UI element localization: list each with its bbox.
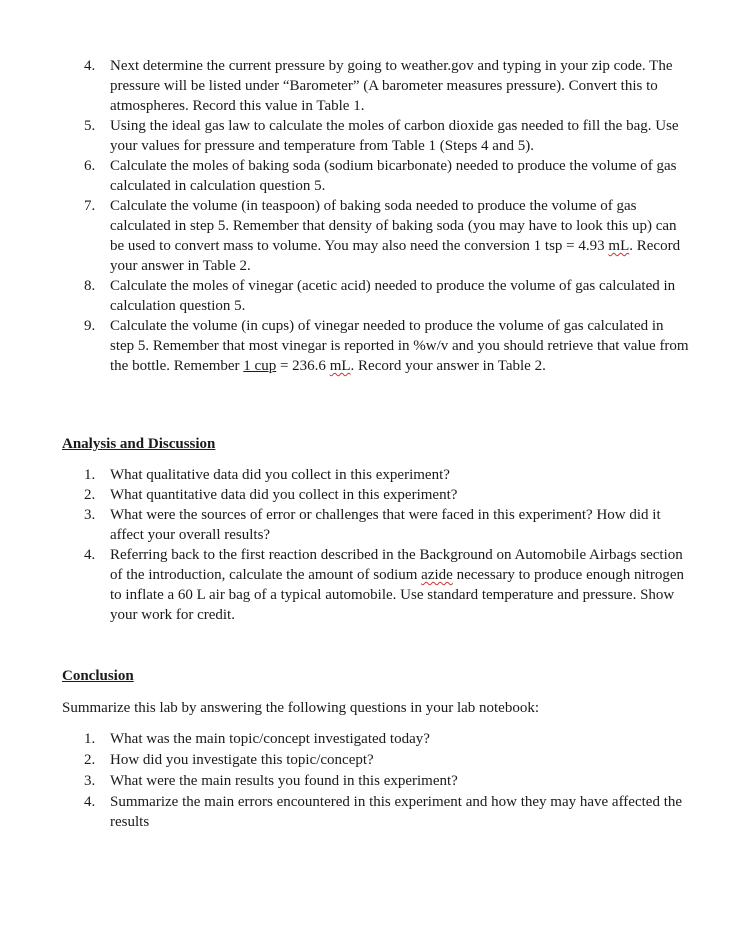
list-item: [0, 750, 690, 770]
list-item: [0, 771, 690, 791]
conclusion-heading: Conclusion: [62, 668, 134, 684]
list-item-text-end: necessary to produce enough nitrogen to inflate a 60 L air bag of a typical automobile. Use standard temperature and pressure. Show your work for credit.: [110, 567, 684, 623]
list-number: 1.: [84, 731, 96, 747]
list-item-text: Calculate the volume (in cups) of vinegar needed to produce the volume of gas calculated in step 5. Remember that most vinegar is reported in %w/v and you should retrieve that value from the bottle. Remember: [110, 318, 689, 374]
list-item-text: What was the main topic/concept investigated today?: [110, 731, 430, 747]
list-item: [0, 729, 690, 749]
list-item: [0, 792, 690, 832]
list-item: [0, 156, 690, 196]
list-item-text: Calculate the moles of baking soda (sodium bicarbonate) needed to produce the volume of gas calculated in calculation question 5.: [110, 158, 677, 194]
conclusion-questions-list: [0, 729, 744, 832]
list-item-text: What qualitative data did you collect in this experiment?: [110, 467, 450, 483]
list-item: [0, 465, 690, 485]
list-number: 3.: [84, 507, 96, 523]
list-item-text: Next determine the current pressure by going to weather.gov and typing in your zip code. The pressure will be listed under “Barometer” (A barometer measures pressure). Convert this to atmospheres. Record this value in Table 1.: [110, 58, 673, 114]
analysis-heading: Analysis and Discussion: [62, 436, 216, 452]
list-item-text-middle: = 236.6: [276, 358, 330, 374]
list-item: [0, 316, 690, 376]
list-number: 4.: [84, 794, 96, 810]
list-number: 7.: [84, 198, 96, 214]
list-item-text-end: . Record your answer in Table 2.: [350, 358, 546, 374]
list-item-text: What were the sources of error or challenges that were faced in this experiment? How did it affect your overall results?: [110, 507, 661, 543]
list-number: 4.: [84, 547, 96, 563]
list-number: 1.: [84, 467, 96, 483]
list-item: [0, 56, 690, 116]
list-item: [0, 505, 690, 545]
spellcheck-word: mL: [608, 238, 630, 254]
list-item-text: Calculate the moles of vinegar (acetic acid) needed to produce the volume of gas calculated in calculation question 5.: [110, 278, 676, 314]
list-item-text: Using the ideal gas law to calculate the moles of carbon dioxide gas needed to fill the bag. Use your values for pressure and temperature from Table 1 (Steps 4 and 5).: [110, 118, 679, 154]
list-number: 5.: [84, 118, 96, 134]
list-number: 4.: [84, 58, 96, 74]
list-item: [0, 196, 690, 276]
conclusion-intro: Summarize this lab by answering the following questions in your lab notebook:: [62, 700, 540, 716]
list-number: 6.: [84, 158, 96, 174]
list-number: 9.: [84, 318, 96, 334]
list-item: [0, 116, 690, 156]
list-number: 2.: [84, 487, 96, 503]
list-item-text: Referring back to the first reaction described in the Background on Automobile Airbags section of the introduction, calculate the amount of sodium: [110, 547, 683, 583]
procedure-steps-list: [0, 56, 744, 376]
list-item-text: Summarize the main errors encountered in this experiment and how they may have affected the results: [110, 794, 683, 830]
list-item-text: What were the main results you found in this experiment?: [110, 773, 458, 789]
list-item-text: How did you investigate this topic/concept?: [110, 752, 374, 768]
list-item: [0, 276, 690, 316]
list-number: 8.: [84, 278, 96, 294]
spellcheck-word: azide: [421, 567, 453, 583]
list-number: 3.: [84, 773, 96, 789]
list-item: [0, 545, 690, 625]
list-item-text: What quantitative data did you collect in this experiment?: [110, 487, 458, 503]
spellcheck-word: mL: [329, 358, 351, 374]
list-item: [0, 485, 690, 505]
list-item-text: Calculate the volume (in teaspoon) of baking soda needed to produce the volume of gas calculated in step 5. Remember that density of baking soda (you may have to look this up) can be used to convert mass to volume. You may also need the conversion 1 tsp = 4.93: [110, 198, 677, 254]
underlined-text: 1 cup: [243, 358, 277, 374]
list-item-text-end: . Record your answer in Table 2.: [110, 238, 681, 274]
list-number: 2.: [84, 752, 96, 768]
analysis-questions-list: [0, 465, 744, 625]
